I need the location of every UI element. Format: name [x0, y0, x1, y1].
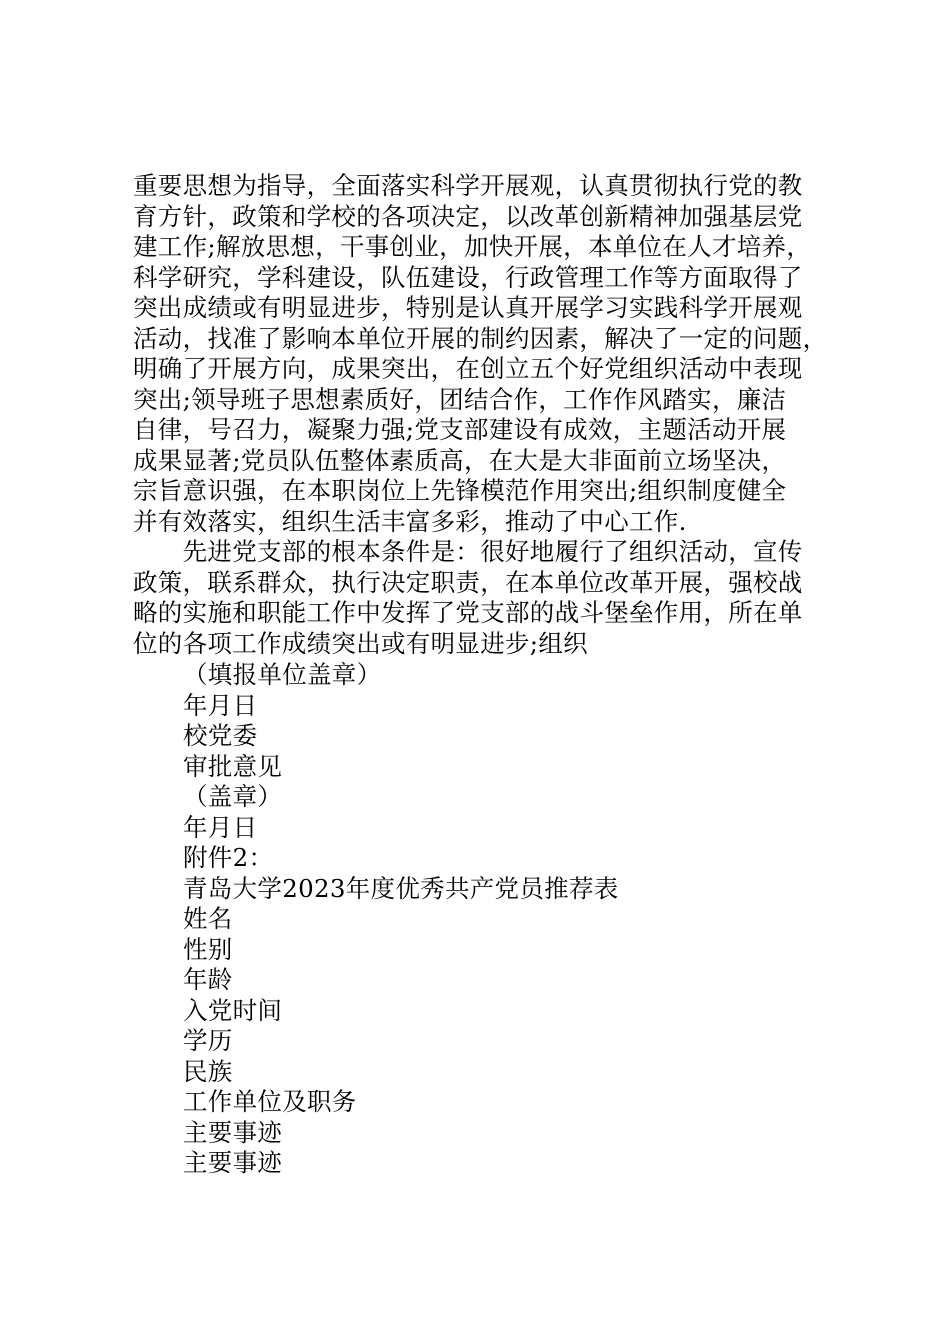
field-main-deeds: 主要事迹 [183, 1148, 283, 1177]
form-line-unit-seal: （填报单位盖章） [183, 660, 382, 689]
document-body [133, 171, 833, 659]
text-line: 重要思想为指导，全面落实科学开展观，认真贯彻执行党的教 [133, 171, 803, 200]
text-line: 明确了开展方向，成果突出，在创立五个好党组织活动中表现 [133, 354, 803, 383]
field-name: 姓名 [183, 904, 233, 933]
attachment-label: 附件2： [183, 843, 274, 872]
text-line: 自律，号召力，凝聚力强;党支部建设有成效，主题活动开展 [133, 415, 787, 444]
field-education: 学历 [183, 1026, 233, 1055]
text-line: 位的各项工作成绩突出或有明显进步;组织 [133, 628, 588, 658]
field-ethnicity: 民族 [183, 1056, 233, 1086]
field-gender: 性别 [183, 934, 233, 964]
text-line: 宗旨意识强，在本职岗位上先锋模范作用突出;组织制度健全 [133, 476, 787, 505]
text-line: 活动，找准了影响本单位开展的制约因素，解决了一定的问题， [133, 323, 828, 353]
field-age: 年龄 [183, 965, 233, 994]
text-line: 并有效落实，组织生活丰富多彩，推动了中心工作. [133, 506, 687, 536]
text-line: 先进党支部的根本条件是：很好地履行了组织活动，宣传 [133, 537, 803, 566]
form-line-seal: （盖章） [183, 782, 283, 811]
text-line: 育方针，政策和学校的各项决定，以改革创新精神加强基层党 [133, 201, 803, 231]
form-field-list [183, 660, 619, 1179]
field-work-unit-position: 工作单位及职务 [183, 1087, 357, 1116]
field-main-deeds: 主要事迹 [183, 1117, 283, 1147]
text-line: 科学研究，学科建设，队伍建设，行政管理工作等方面取得了 [133, 262, 803, 292]
form-line-date: 年月日 [183, 690, 258, 720]
text-line: 政策，联系群众，执行决定职责，在本单位改革开展，强校战 [133, 567, 803, 597]
form-line-party-committee: 校党委 [183, 721, 258, 750]
paragraph-basic-conditions [133, 537, 833, 659]
text-line: 建工作;解放思想，干事创业，加快开展，本单位在人才培养， [133, 232, 812, 261]
text-line: 突出成绩或有明显进步，特别是认真开展学习实践科学开展观 [133, 293, 803, 322]
field-join-date: 入党时间 [183, 995, 283, 1025]
text-line: 成果显著;党员队伍整体素质高，在大是大非面前立场坚决， [133, 445, 787, 475]
form-line-approval-opinion: 审批意见 [183, 751, 283, 781]
paragraph-criteria-description [133, 171, 833, 537]
form-title: 青岛大学2023年度优秀共产党员推荐表 [183, 873, 619, 903]
form-line-date: 年月日 [183, 812, 258, 842]
text-line: 突出;领导班子思想素质好，团结合作，工作作风踏实，廉洁 [133, 384, 787, 414]
text-line: 略的实施和职能工作中发挥了党支部的战斗堡垒作用，所在单 [133, 598, 803, 627]
